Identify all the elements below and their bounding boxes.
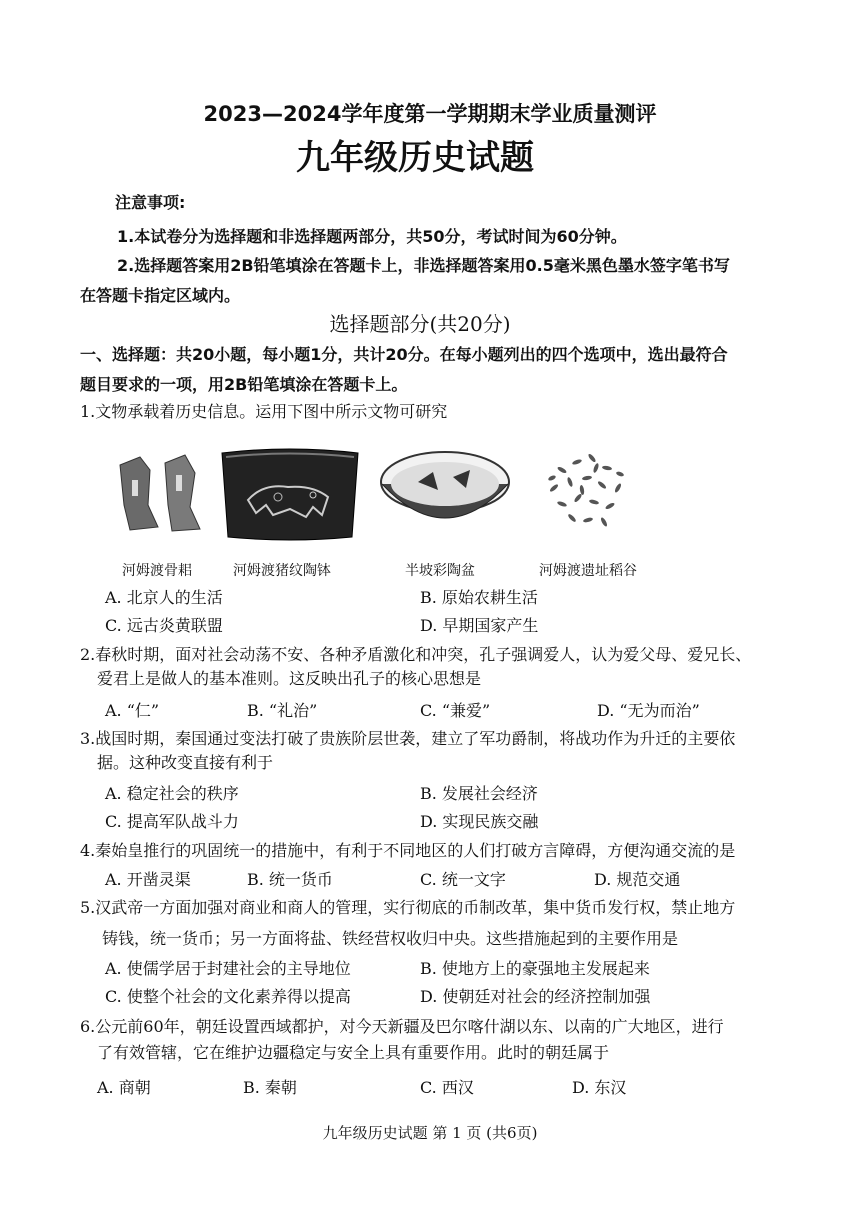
q3-option-c: C. 提高军队战斗力 <box>105 812 239 831</box>
q1-option-b: B. 原始农耕生活 <box>420 588 538 607</box>
notes-item-2-line2: 在答题卡指定区域内。 <box>80 286 241 305</box>
q2-option-d: D. “无为而治” <box>597 701 700 720</box>
banpo-painted-basin-image <box>378 442 513 542</box>
q3-stem-line1: 3.战国时期，秦国通过变法打破了贵族阶层世袭，建立了军功爵制，将战功作为升迁的主要依 <box>80 729 736 748</box>
pig-pottery-bowl-image <box>218 445 363 545</box>
caption-bone-spade: 河姆渡骨耜 <box>122 563 192 579</box>
q3-stem-line2: 据。这种改变直接有利于 <box>97 753 274 772</box>
exam-title: 2023—2024学年度第一学期期末学业质量测评 <box>203 102 657 126</box>
q5-stem-line2: 铸钱，统一货币；另一方面将盐、铁经营权收归中央。这些措施起到的主要作用是 <box>102 929 679 948</box>
q2-stem-line2: 爱君上是做人的基本准则。这反映出孔子的核心思想是 <box>97 669 482 688</box>
q3-option-d: D. 实现民族交融 <box>420 812 539 831</box>
section-title: 选择题部分(共20分) <box>329 312 511 336</box>
caption-rice-grains: 河姆渡遗址稻谷 <box>539 563 637 579</box>
q1-option-a: A. 北京人的生活 <box>105 588 223 607</box>
q4-stem: 4.秦始皇推行的巩固统一的措施中，有利于不同地区的人们打破方言障碍，方便沟通交流的是 <box>80 841 736 860</box>
bone-spade-image <box>110 445 205 540</box>
q2-option-a: A. “仁” <box>105 701 160 720</box>
q2-option-b: B. “礼治” <box>247 701 318 720</box>
q4-option-a: A. 开凿灵渠 <box>105 870 191 889</box>
q4-option-d: D. 规范交通 <box>594 870 681 889</box>
q6-option-c: C. 西汉 <box>420 1078 474 1097</box>
q1-option-c: C. 远古炎黄联盟 <box>105 616 223 635</box>
q2-stem-line1: 2.春秋时期，面对社会动荡不安、各种矛盾激化和冲突，孔子强调爱人，认为爱父母、爱兄长、 <box>80 645 752 664</box>
notes-item-2-line1: 2.选择题答案用2B铅笔填涂在答题卡上，非选择题答案用0.5毫米黑色墨水签字笔书写 <box>117 256 730 275</box>
q2-option-c: C. “兼爱” <box>420 701 491 720</box>
instructions-line1: 一、选择题：共20小题，每小题1分，共计20分。在每小题列出的四个选项中，选出最符合 <box>80 345 728 364</box>
q4-option-b: B. 统一货币 <box>247 870 333 889</box>
q1-option-d: D. 早期国家产生 <box>420 616 539 635</box>
q3-option-a: A. 稳定社会的秩序 <box>105 784 239 803</box>
q6-option-b: B. 秦朝 <box>243 1078 297 1097</box>
q5-option-c: C. 使整个社会的文化素养得以提高 <box>105 987 351 1006</box>
q6-option-a: A. 商朝 <box>97 1078 151 1097</box>
q5-option-a: A. 使儒学居于封建社会的主导地位 <box>105 959 351 978</box>
q5-option-d: D. 使朝廷对社会的经济控制加强 <box>420 987 651 1006</box>
rice-grains-image <box>532 440 642 540</box>
q4-option-c: C. 统一文字 <box>420 870 506 889</box>
exam-subject-title: 九年级历史试题 <box>296 138 534 178</box>
q6-stem-line1: 6.公元前60年，朝廷设置西域都护，对今天新疆及巴尔喀什湖以东、以南的广大地区，进行 <box>80 1017 724 1036</box>
q6-stem-line2: 了有效管辖，它在维护边疆稳定与安全上具有重要作用。此时的朝廷属于 <box>97 1043 610 1062</box>
q5-option-b: B. 使地方上的豪强地主发展起来 <box>420 959 650 978</box>
instructions-line2: 题目要求的一项，用2B铅笔填涂在答题卡上。 <box>80 375 408 394</box>
q5-stem-line1: 5.汉武帝一方面加强对商业和商人的管理，实行彻底的币制改革，集中货币发行权，禁止地方 <box>80 898 736 917</box>
page-footer: 九年级历史试题 第 1 页 (共6页) <box>322 1124 538 1142</box>
q6-option-d: D. 东汉 <box>572 1078 627 1097</box>
q3-option-b: B. 发展社会经济 <box>420 784 538 803</box>
q1-stem: 1.文物承载着历史信息。运用下图中所示文物可研究 <box>80 402 448 421</box>
caption-banpo-basin: 半坡彩陶盆 <box>405 563 475 579</box>
caption-pig-pottery-bowl: 河姆渡猪纹陶钵 <box>233 563 331 579</box>
notes-item-1: 1.本试卷分为选择题和非选择题两部分，共50分，考试时间为60分钟。 <box>117 227 627 246</box>
notes-heading: 注意事项: <box>115 193 186 212</box>
